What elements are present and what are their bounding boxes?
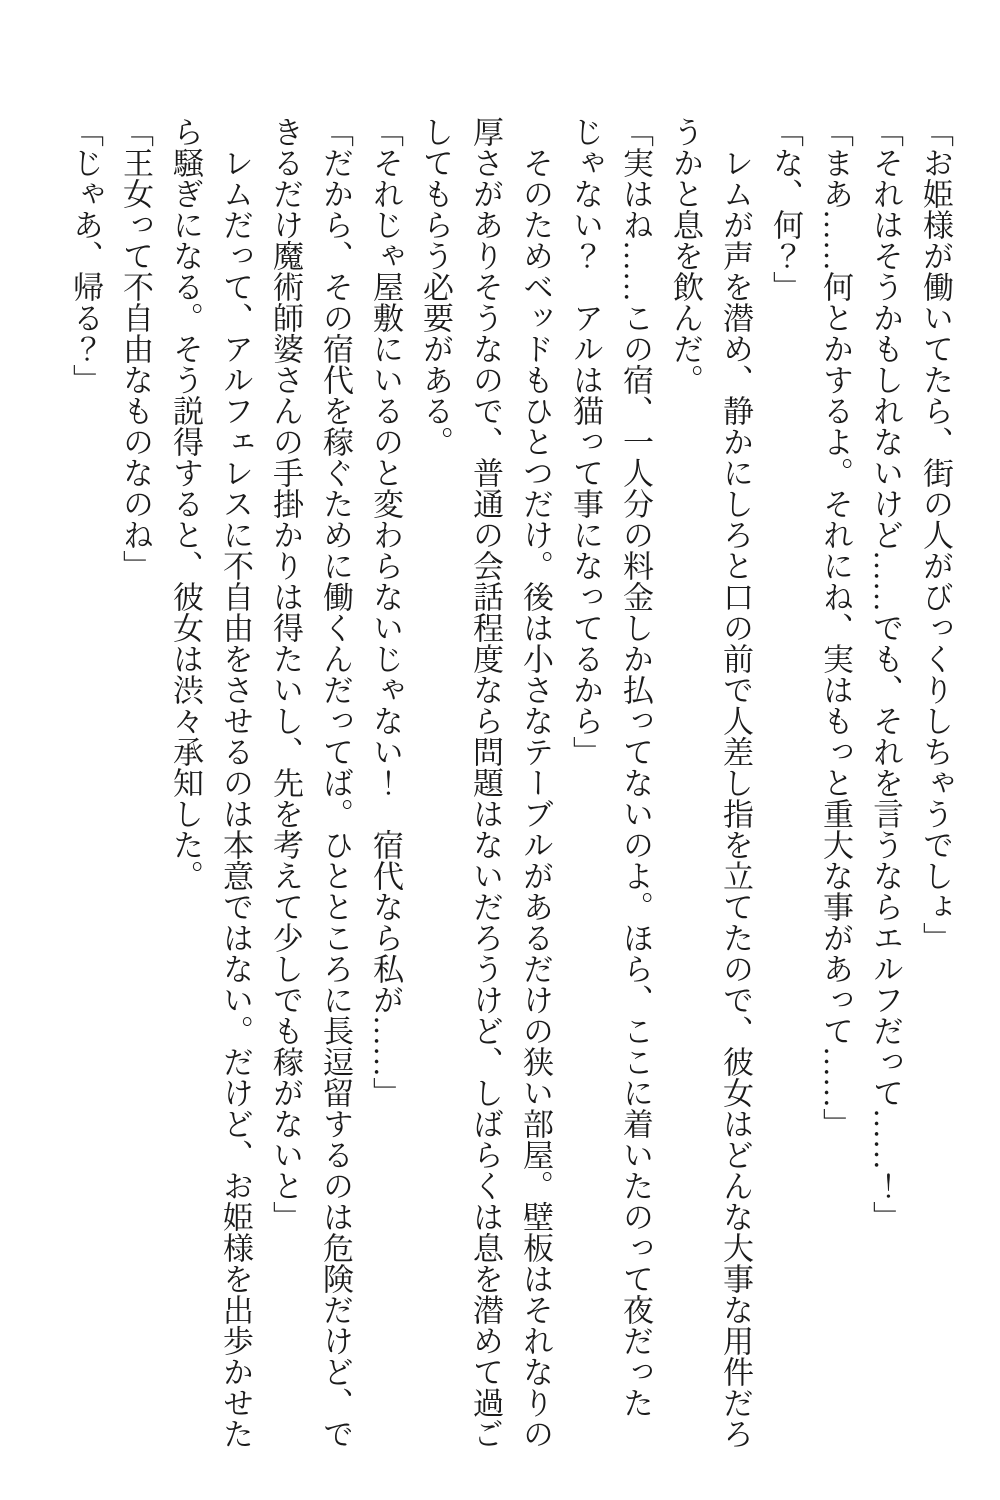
- paragraph-narration-2: そのためベッドもひとつだけ。後は小さなテーブルがあるだけの狭い部屋。壁板はそれなりの厚さがありそうなので、普通の会話程度なら問題はないだろうけど、しばらくは息を潜めて過ごしてもらう必要がある。: [418, 116, 553, 1449]
- paragraph-dialogue-2: 「それはそうかもしれないけど……でも、それを言うならエルフだって……！」: [868, 116, 903, 1232]
- paragraph-dialogue-9: 「じゃあ、帰る？」: [68, 116, 103, 395]
- paragraph-dialogue-4: 「な、何？」: [768, 116, 803, 302]
- paragraph-dialogue-1: 「お姫様が働いてたら、街の人がびっくりしちゃうでしょ」: [918, 116, 953, 953]
- novel-text-block: [60, 116, 960, 1451]
- paragraph-dialogue-5: 「実はね……この宿、一人分の料金しか払ってないのよ。ほら、ここに着いたのって夜だったじゃない？ アルは猫って事になってるから」: [568, 116, 653, 1418]
- paragraph-dialogue-3: 「まあ……何とかするよ。それにね、実はもっと重大な事があって……」: [818, 116, 853, 1139]
- paragraph-narration-3: レムだって、アルフェレスに不自由をさせるのは本意ではない。だけど、お姫様を出歩かせたら騒ぎになる。そう説得すると、彼女は渋々承知した。: [168, 116, 253, 1449]
- paragraph-dialogue-7: 「だから、その宿代を稼ぐために働くんだってば。ひとところに長逗留するのは危険だけど、できるだけ魔術師婆さんの手掛かりは得たいし、先を考えて少しでも稼がないと」: [268, 116, 353, 1449]
- paragraph-dialogue-6: 「それじゃ屋敷にいるのと変わらないじゃない！ 宿代なら私が……」: [368, 116, 403, 1108]
- paragraph-narration-1: レムが声を潜め、静かにしろと口の前で人差し指を立てたので、彼女はどんな大事な用件だろうかと息を飲んだ。: [668, 116, 753, 1449]
- paragraph-dialogue-8: 「王女って不自由なものなのね」: [118, 116, 153, 581]
